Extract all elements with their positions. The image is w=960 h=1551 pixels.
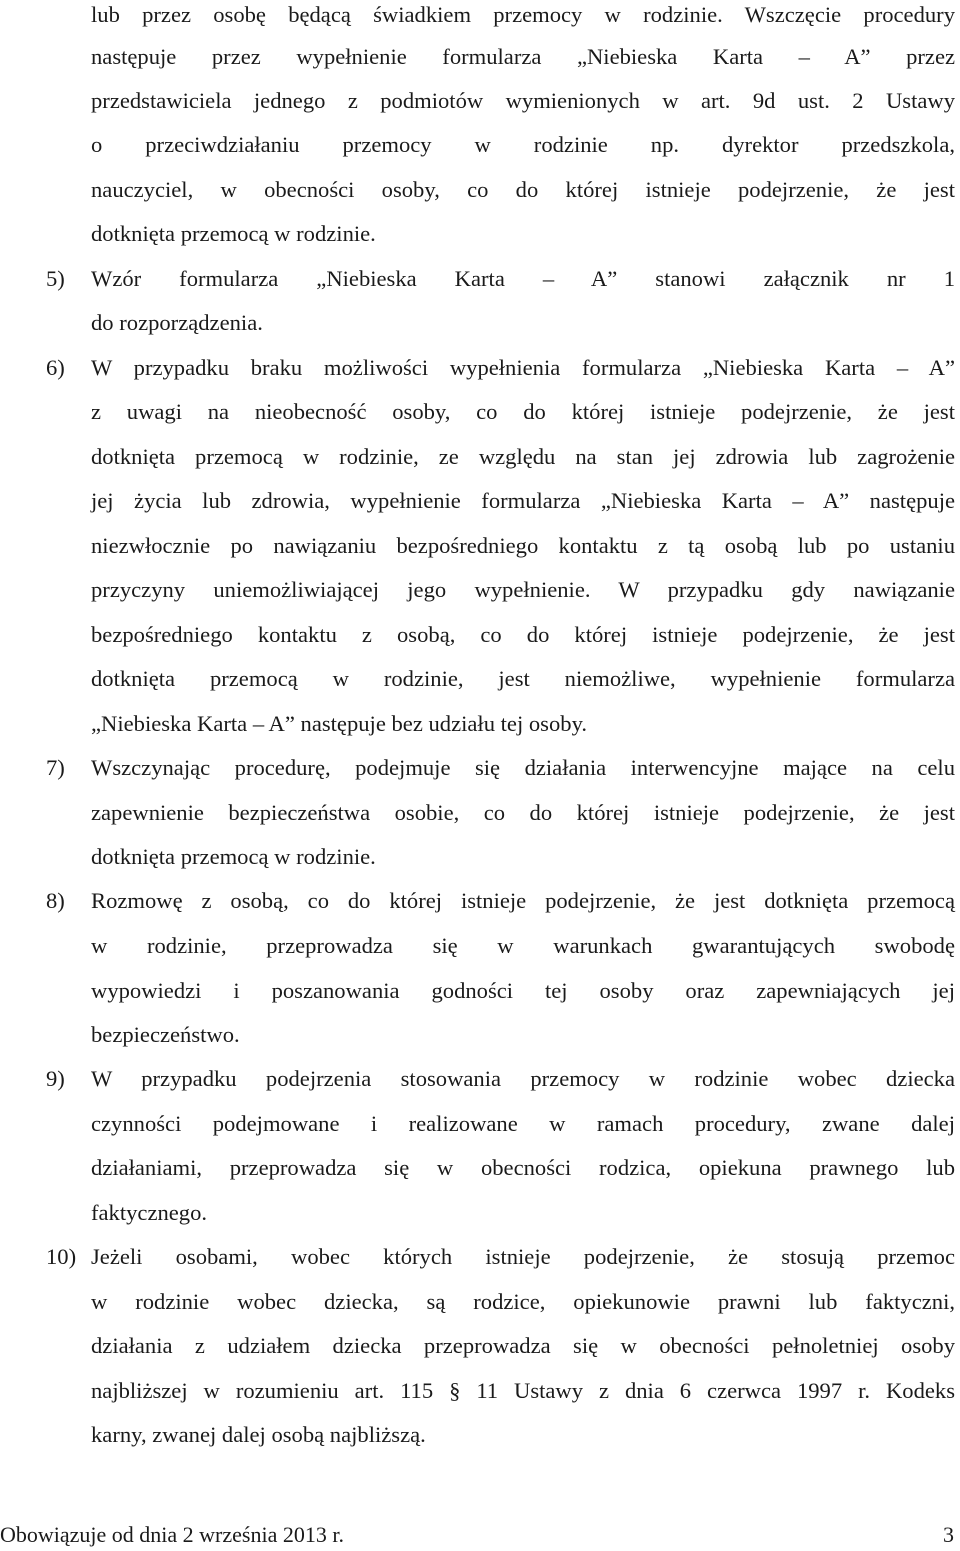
text-line: dotknięta przemocą w rodzinie, ze względu na stan jej zdrowia lub zagrożenie [91, 444, 955, 469]
text-line: wypowiedzi i poszanowania godności tej osoby oraz zapewniających jej [91, 978, 955, 1003]
text-line: czynności podejmowane i realizowane w ramach procedury, zwane dalej [91, 1111, 955, 1136]
text-line: Rozmowę z osobą, co do której istnieje podejrzenie, że jest dotknięta przemocą [91, 888, 955, 913]
item-number: 8) [46, 888, 65, 913]
text-line: Wszczynając procedurę, podejmuje się działania interwencyjne mające na celu [91, 755, 955, 780]
text-line: „Niebieska Karta – A” następuje bez udziału tej osoby. [91, 711, 588, 736]
text-line: przedstawiciela jednego z podmiotów wymienionych w art. 9d ust. 2 Ustawy [91, 88, 955, 113]
text-line: najbliższej w rozumieniu art. 115 § 11 Ustawy z dnia 6 czerwca 1997 r. Kodeks [91, 1378, 955, 1403]
text-line: o przeciwdziałaniu przemocy w rodzinie np. dyrektor przedszkola, [91, 132, 955, 157]
text-line: następuje przez wypełnienie formularza „Niebieska Karta – A” przez [91, 44, 955, 69]
text-line: bezpieczeństwo. [91, 1022, 240, 1047]
text-line: W przypadku podejrzenia stosowania przemocy w rodzinie wobec dziecka [91, 1066, 955, 1091]
text-line: faktycznego. [91, 1200, 208, 1225]
item-number: 5) [46, 266, 65, 291]
item-number: 7) [46, 755, 65, 780]
page-number: 3 [943, 1522, 954, 1547]
text-line: niezwłocznie po nawiązaniu bezpośredniego kontaktu z tą osobą lub po ustaniu [91, 533, 955, 558]
text-line: przyczyny uniemożliwiającej jego wypełnienie. W przypadku gdy nawiązanie [91, 577, 955, 602]
text-line: w rodzinie wobec dziecka, są rodzice, opiekunowie prawni lub faktyczni, [91, 1289, 955, 1314]
text-line: w rodzinie, przeprowadza się w warunkach gwarantujących swobodę [91, 933, 955, 958]
text-line: W przypadku braku możliwości wypełnienia formularza „Niebieska Karta – A” [91, 355, 955, 380]
text-line: nauczyciel, w obecności osoby, co do której istnieje podejrzenie, że jest [91, 177, 955, 202]
text-line: z uwagi na nieobecność osoby, co do której istnieje podejrzenie, że jest [91, 399, 955, 424]
item-number: 10) [46, 1244, 77, 1269]
text-line: zapewnienie bezpieczeństwa osobie, co do której istnieje podejrzenie, że jest [91, 800, 955, 825]
item-number: 6) [46, 355, 65, 380]
text-line: Wzór formularza „Niebieska Karta – A” stanowi załącznik nr 1 [91, 266, 955, 291]
text-line: dotknięta przemocą w rodzinie. [91, 221, 376, 246]
footer-effective-date: Obowiązuje od dnia 2 września 2013 r. [0, 1522, 344, 1547]
text-line: działania z udziałem dziecka przeprowadza się w obecności pełnoletniej osoby [91, 1333, 955, 1358]
text-line: do rozporządzenia. [91, 310, 263, 335]
text-line: dotknięta przemocą w rodzinie, jest niemożliwe, wypełnienie formularza [91, 666, 955, 691]
text-line: karny, zwanej dalej osobą najbliższą. [91, 1422, 426, 1447]
text-line: dotknięta przemocą w rodzinie. [91, 844, 376, 869]
text-line: Jeżeli osobami, wobec których istnieje podejrzenie, że stosują przemoc [91, 1244, 955, 1269]
text-line: lub przez osobę będącą świadkiem przemocy w rodzinie. Wszczęcie procedury [91, 2, 955, 27]
text-line: bezpośredniego kontaktu z osobą, co do której istnieje podejrzenie, że jest [91, 622, 955, 647]
text-line: działaniami, przeprowadza się w obecności rodzica, opiekuna prawnego lub [91, 1155, 955, 1180]
text-line: jej życia lub zdrowia, wypełnienie formularza „Niebieska Karta – A” następuje [91, 488, 955, 513]
item-number: 9) [46, 1066, 65, 1091]
